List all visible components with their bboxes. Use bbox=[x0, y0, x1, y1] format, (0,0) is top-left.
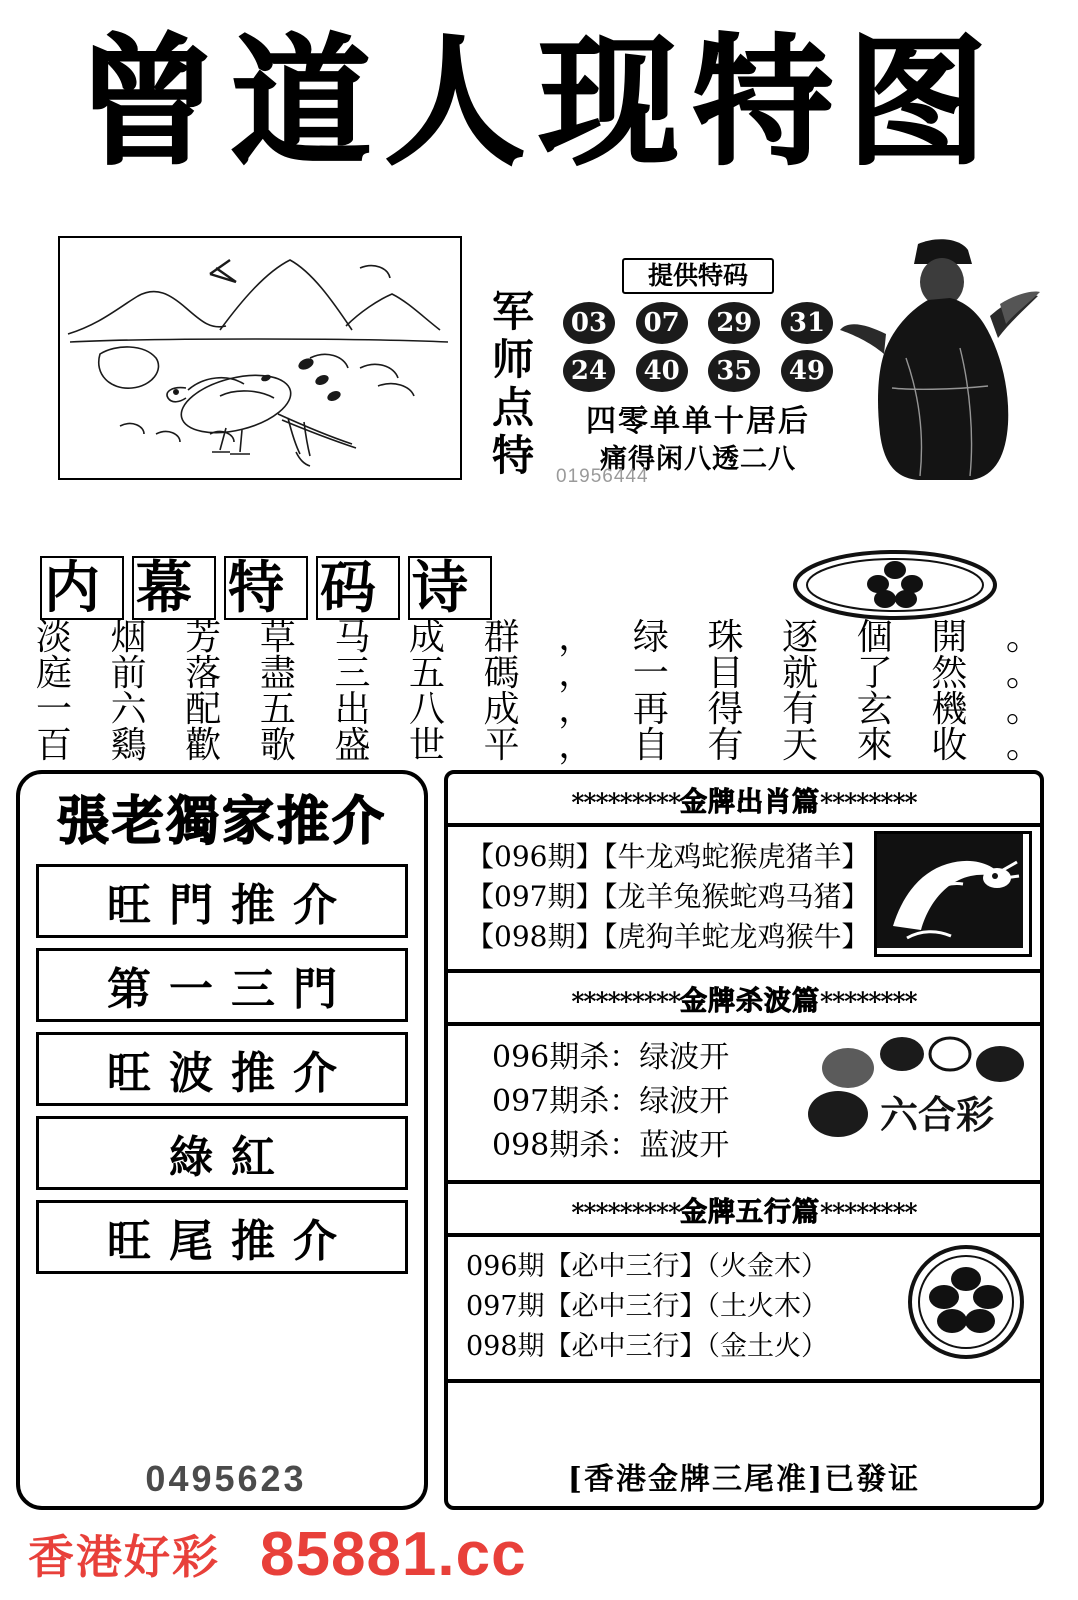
section-body-shengxiao bbox=[448, 827, 1040, 969]
special-code-label: 提供特码 bbox=[622, 258, 774, 294]
poem-char: 機 bbox=[931, 689, 968, 730]
poem-char: 。 bbox=[1005, 689, 1042, 730]
poem-char: 歌 bbox=[259, 725, 296, 766]
poem-char: 盡 bbox=[259, 653, 296, 694]
poem-char: 了 bbox=[856, 653, 893, 694]
section-body-shabo bbox=[448, 1026, 1040, 1180]
stars-left: ********* bbox=[571, 987, 681, 1016]
poem-body bbox=[36, 617, 1042, 766]
poem-title bbox=[40, 555, 700, 621]
lotto-art-label: 六合彩 bbox=[880, 1092, 995, 1137]
poem-char: 马 bbox=[334, 617, 371, 658]
poem-char: 前 bbox=[110, 653, 147, 694]
poem-title-char: 诗 bbox=[408, 556, 492, 620]
section-header-wuxing bbox=[448, 1184, 1040, 1233]
panel-footer-text: [香港金牌三尾准]已發证 bbox=[567, 1462, 921, 1497]
poem-char: 。 bbox=[1005, 617, 1042, 658]
poem-char: 開 bbox=[931, 617, 968, 658]
poem-char: 配 bbox=[185, 689, 222, 730]
poem-char: 碼 bbox=[483, 653, 520, 694]
poem-title-char: 码 bbox=[316, 556, 400, 620]
poem-char: 一 bbox=[632, 653, 669, 694]
poem-line bbox=[36, 617, 1042, 658]
zhanglao-row-5: 旺尾推介 bbox=[36, 1200, 408, 1274]
masthead bbox=[0, 21, 1078, 198]
ball-row-2 bbox=[563, 350, 833, 392]
poem-char: 盛 bbox=[334, 725, 371, 766]
divider bbox=[448, 1379, 1040, 1383]
poem-char: 庭 bbox=[36, 653, 73, 694]
wuxing-row: 098期【必中三行】（金土火） bbox=[466, 1331, 829, 1362]
illustration-panel bbox=[58, 236, 462, 480]
poem-title-char: 幕 bbox=[132, 556, 216, 620]
shengxiao-row: 【096期】【牛龙鸡蛇猴虎猪羊】 bbox=[466, 840, 870, 873]
number-ball: 24 bbox=[563, 350, 615, 392]
forecast-panel bbox=[444, 770, 1044, 1510]
special-code-box bbox=[548, 258, 848, 487]
number-ball: 03 bbox=[563, 302, 615, 344]
flower-seal-icon bbox=[790, 550, 1000, 620]
poem-line bbox=[36, 725, 1042, 766]
zhanglao-row-1: 旺門推介 bbox=[36, 864, 408, 938]
stars-right: ******** bbox=[820, 788, 917, 817]
poem-char: 世 bbox=[409, 725, 446, 766]
sage-figure-illustration bbox=[840, 238, 1040, 483]
poem-char: ， bbox=[558, 653, 595, 694]
wuxing-row: 096期【必中三行】（火金木） bbox=[466, 1251, 829, 1282]
poem-char: 個 bbox=[856, 617, 893, 658]
shengxiao-row: 【097期】【龙羊兔猴蛇鸡马猪】 bbox=[466, 880, 870, 913]
zhanglao-panel bbox=[16, 770, 428, 1510]
faint-phone-number: 01956444 bbox=[556, 466, 649, 487]
bird-landscape-drawing bbox=[60, 238, 456, 474]
zhanglao-row-2: 第一三門 bbox=[36, 948, 408, 1022]
poem-char: 百 bbox=[36, 725, 73, 766]
zhanglao-code: 0495623 bbox=[145, 1458, 307, 1499]
poem-char: 成 bbox=[409, 617, 446, 658]
number-ball: 07 bbox=[636, 302, 688, 344]
poem-char: 鷄 bbox=[110, 725, 147, 766]
poem-char: 。 bbox=[1005, 725, 1042, 766]
section-header-shabo bbox=[448, 973, 1040, 1022]
poem-char: 有 bbox=[782, 689, 819, 730]
number-ball: 35 bbox=[708, 350, 760, 392]
junshi-vertical-text: 军师点特 bbox=[491, 287, 534, 480]
poem-char: 淡 bbox=[36, 617, 73, 658]
poem-char: 平 bbox=[483, 725, 520, 766]
poem-char: 然 bbox=[931, 653, 968, 694]
poem-char: 五 bbox=[259, 689, 296, 730]
ball-row-1 bbox=[563, 302, 833, 344]
poem-char: ， bbox=[558, 725, 595, 766]
poem-char: 珠 bbox=[707, 617, 744, 658]
wuxing-row: 097期【必中三行】（土火木） bbox=[466, 1291, 829, 1322]
poem-char: 天 bbox=[782, 725, 819, 766]
poem-title-char: 内 bbox=[40, 556, 124, 620]
hint-line-1: 四零单单十居后 bbox=[586, 404, 810, 439]
number-ball: 40 bbox=[636, 350, 688, 392]
number-ball: 29 bbox=[708, 302, 760, 344]
poem-char: 。 bbox=[1005, 653, 1042, 694]
snake-illustration bbox=[874, 831, 1032, 957]
poem-char: 出 bbox=[334, 689, 371, 730]
zhanglao-row-3: 旺波推介 bbox=[36, 1032, 408, 1106]
poem-char: 收 bbox=[931, 725, 968, 766]
poem-char: 五 bbox=[409, 653, 446, 694]
poem-char: 目 bbox=[707, 653, 744, 694]
banner-site-url[interactable]: 85881.cc bbox=[260, 1519, 527, 1589]
section-name: 金牌五行篇 bbox=[680, 1197, 821, 1228]
page-title: 曾道人现特图 bbox=[76, 21, 1001, 185]
poem-char: 八 bbox=[409, 689, 446, 730]
number-ball: 31 bbox=[781, 302, 833, 344]
bottom-banner bbox=[0, 1516, 1078, 1592]
shabo-row: 097期杀：绿波开 bbox=[492, 1084, 730, 1119]
stars-left: ********* bbox=[571, 1198, 681, 1227]
stars-left: ********* bbox=[571, 788, 681, 817]
zhanglao-title: 張老獨家推介 bbox=[56, 791, 387, 852]
section-name: 金牌出肖篇 bbox=[680, 787, 821, 818]
poem-char: 绿 bbox=[632, 617, 669, 658]
poem-line bbox=[36, 689, 1042, 730]
poem-char: 逐 bbox=[782, 617, 819, 658]
section-body-wuxing bbox=[448, 1237, 1040, 1379]
poem-char: 三 bbox=[334, 653, 371, 694]
poem-char: 群 bbox=[483, 617, 520, 658]
shabo-row: 098期杀：蓝波开 bbox=[492, 1128, 730, 1163]
poem-line bbox=[36, 653, 1042, 694]
poem-char: 再 bbox=[632, 689, 669, 730]
stars-right: ******** bbox=[820, 1198, 917, 1227]
lottery-balls-illustration bbox=[804, 1036, 1034, 1154]
banner-brand-text: 香港好彩 bbox=[28, 1530, 220, 1584]
section-name: 金牌杀波篇 bbox=[680, 986, 821, 1017]
poem-char: 就 bbox=[782, 653, 819, 694]
poem-char: 六 bbox=[110, 689, 147, 730]
section-header-shengxiao bbox=[448, 774, 1040, 823]
poem-char: ， bbox=[558, 689, 595, 730]
hint-line-2: 痛得闲八透二八 bbox=[600, 444, 796, 475]
poem-char: 玄 bbox=[856, 689, 893, 730]
flower-seal-icon-small bbox=[906, 1243, 1026, 1361]
poem-char: 自 bbox=[632, 725, 669, 766]
poem-char: ， bbox=[558, 617, 595, 658]
poem-char: 草 bbox=[259, 617, 296, 658]
poem-char: 成 bbox=[483, 689, 520, 730]
poem-char: 歡 bbox=[185, 725, 222, 766]
shabo-row: 096期杀：绿波开 bbox=[492, 1040, 730, 1075]
poem-title-char: 特 bbox=[224, 556, 308, 620]
poem-char: 芳 bbox=[185, 617, 222, 658]
number-ball: 49 bbox=[781, 350, 833, 392]
poem-char: 得 bbox=[707, 689, 744, 730]
poem-char: 一 bbox=[36, 689, 73, 730]
shengxiao-row: 【098期】【虎狗羊蛇龙鸡猴牛】 bbox=[466, 920, 870, 953]
poem-char: 有 bbox=[707, 725, 744, 766]
poem-char: 來 bbox=[856, 725, 893, 766]
stars-right: ******** bbox=[820, 987, 917, 1016]
poem-char: 烟 bbox=[110, 617, 147, 658]
zhanglao-row-4: 綠紅 bbox=[36, 1116, 408, 1190]
poem-char: 落 bbox=[185, 653, 222, 694]
